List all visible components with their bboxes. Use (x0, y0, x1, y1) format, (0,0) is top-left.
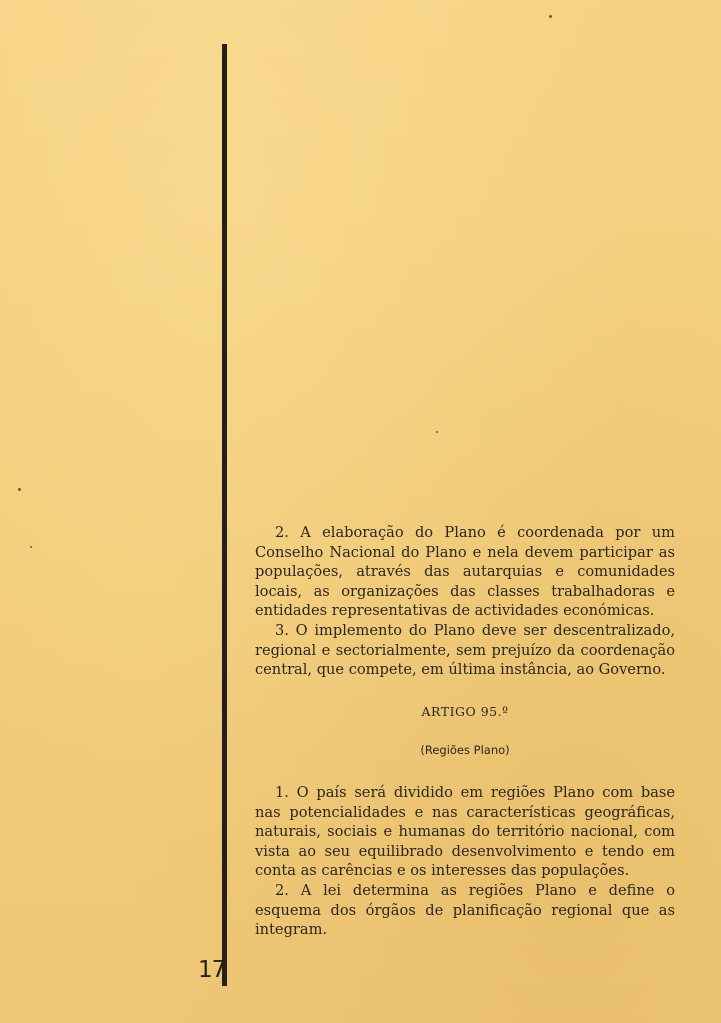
paragraph-article-95-item-2: 2. A lei determina as regiões Plano e define o esquema dos órgãos de planificação regional que as integram. (255, 881, 675, 939)
paragraph-article-94-item-2: 2. A elaboração do Plano é coordenada por um Conselho Nacional do Plano e nela devem participar as populações, através das autarquias e comunidades locais, as organizações das classes trabalhadoras e entidades representativas de actividades económicas. (255, 524, 675, 620)
paragraph-article-95-item-1: 1. O país será dividido em regiões Plano com base nas potencialidades e nas características geográficas, naturais, sociais e humanas do território nacional, com vista ao seu equilibrado desenvolvimento e tendo em conta as carências e os interesses das populações. (255, 783, 675, 880)
paper-speck (30, 546, 32, 548)
paper-speck (18, 488, 21, 491)
paragraph-article-94-item-3: 3. O implemento do Plano deve ser descentralizado, regional e sectorialmente, sem prejuízo da coordenação central, que compete, em última instância, ao Governo. (255, 621, 675, 679)
article-text-block (255, 523, 675, 940)
paper-speck (436, 431, 438, 433)
vertical-margin-rule (222, 44, 227, 986)
page-number: 17 (198, 957, 226, 983)
article-subheading: (Regiões Plano) (420, 743, 510, 758)
article-heading: ARTIGO 95.º (421, 703, 509, 719)
paper-speck (549, 15, 552, 18)
